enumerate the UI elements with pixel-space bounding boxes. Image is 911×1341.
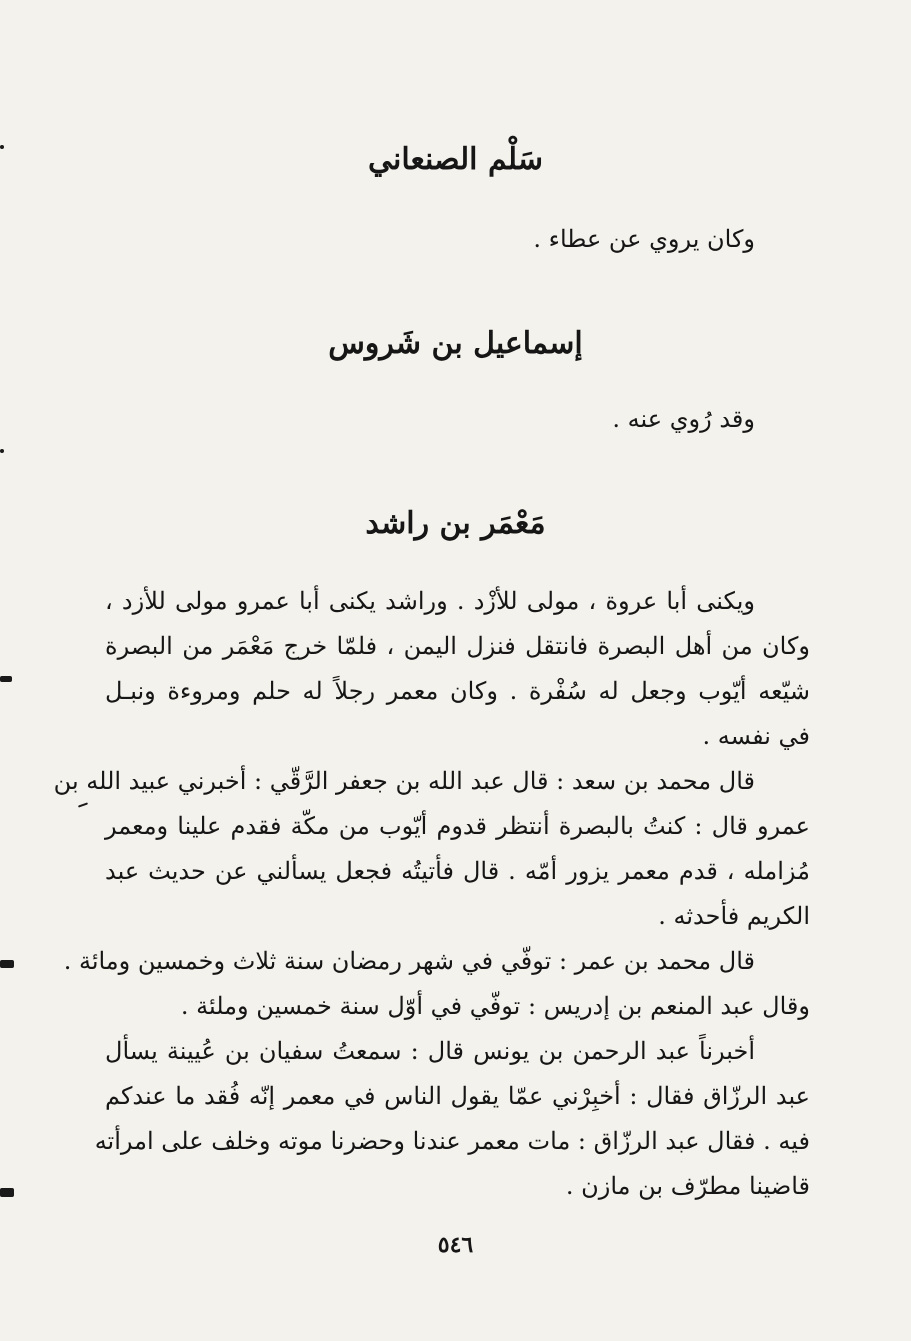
- body-line: عمرو قال : كنتُ بالبصرة أنتظر قدوم أيّوب من مكّة فقدم علينا ومعمر: [105, 812, 810, 840]
- body-line: ويكنى أبا عروة ، مولى للأزْد . وراشد يكنى أبا عمرو مولى للأزد ،: [105, 587, 755, 615]
- body-line: عبد الرزّاق فقال : أخبِرْني عمّا يقول الناس في معمر إنّه فُقد ما عندكم: [105, 1082, 811, 1110]
- body-line: أخبرناً عبد الرحمن بن يونس قال : سمعتُ سفيان بن عُيينة يسأل: [105, 1037, 755, 1065]
- body-line: وقد رُوي عنه .: [612, 405, 755, 433]
- page-number: ٥٤٦: [437, 1232, 474, 1258]
- body-line: وكان من أهل البصرة فانتقل فنزل اليمن ، فلمّا خرج مَعْمَر من البصرة: [105, 632, 810, 660]
- scan-edge-mark: [0, 449, 4, 453]
- section-title-mamar: مَعْمَر بن راشد: [365, 506, 546, 541]
- body-line: مُزامله ، قدم معمر يزور أمّه . قال فأتيتُه فجعل يسألني عن حديث عبد: [105, 857, 810, 885]
- scan-edge-mark: [0, 676, 12, 682]
- scan-edge-mark: [0, 145, 4, 149]
- body-line: وكان يروي عن عطاء .: [533, 225, 755, 253]
- body-line: شيّعه أيّوب وجعل له سُفْرة . وكان معمر رجلاً له حلم ومروءة ونبـل: [105, 677, 810, 705]
- section-title-salm: سَلْم الصنعاني: [368, 142, 543, 177]
- section-title-ismail: إسماعيل بن شَروس: [328, 326, 583, 361]
- body-line: في نفسه .: [702, 722, 810, 750]
- body-line: وقال عبد المنعم بن إدريس : توفّي في أوّل سنة خمسين وملئة .: [180, 992, 810, 1020]
- body-line: قال محمد بن عمر : توفّي في شهر رمضان سنة ثلاث وخمسين ومائة .: [63, 947, 755, 975]
- body-line: قال محمد بن سعد : قال عبد الله بن جعفر الرَّقّي : أخبرني عبيد الله بن: [53, 767, 755, 795]
- scan-edge-mark: [0, 960, 14, 968]
- body-line: الكريم فأحدثه .: [658, 902, 810, 930]
- scan-edge-mark: [0, 1188, 14, 1197]
- body-line: فيه . فقال عبد الرزّاق : مات معمر عندنا وحضرنا موته وخلف على امرأته: [94, 1127, 810, 1155]
- body-line: قاضينا مطرّف بن مازن .: [565, 1172, 810, 1200]
